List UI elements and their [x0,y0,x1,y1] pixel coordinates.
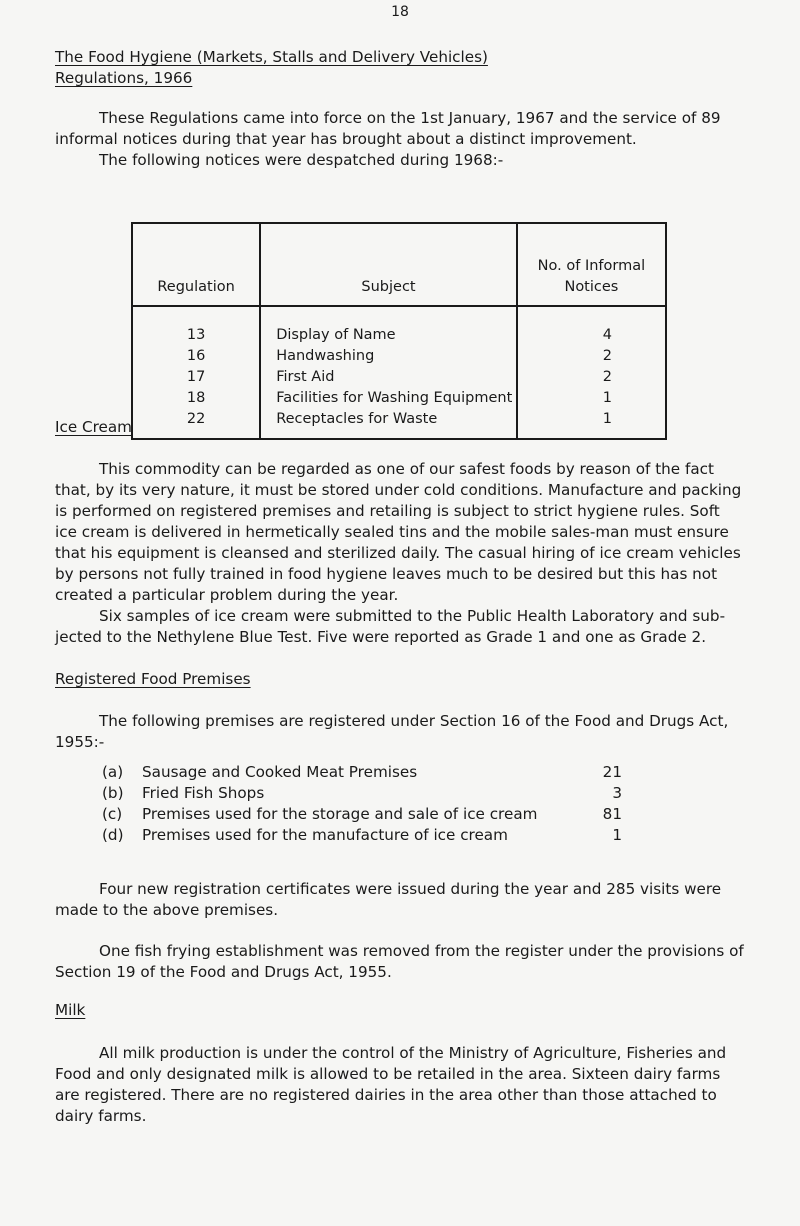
registered-premises-heading: Registered Food Premises [55,670,251,688]
item-text: Fried Fish Shops [142,784,265,802]
cell-subject: Receptacles for Waste [260,409,517,439]
table-row [132,388,666,409]
list-item [102,783,622,804]
cell-regulation: 22 [132,409,260,439]
table-row [132,409,666,439]
table-row [132,367,666,388]
milk-heading: Milk [55,1001,86,1019]
cell-subject: First Aid [260,367,517,388]
cell-subject: Handwashing [260,346,517,367]
ice-cream-heading: Ice Cream [55,418,132,436]
list-item [102,825,622,846]
section-heading-hygiene-regulations [55,47,488,89]
list-item [102,804,622,825]
notices-intro: The following notices were despatched during 1968:- [99,151,504,169]
fish-frying-paragraph: One fish frying establishment was removed from the register under the provisions of Section 19 of the Food and Drugs Act, 1955. [55,942,744,981]
ice-cream-paragraph-2: Six samples of ice cream were submitted to the Public Health Laboratory and sub-jected to the Nethylene Blue Test. Five were reported as Grade 1 and one as Grade 2. [55,607,726,646]
header-regulation: Regulation [132,223,260,306]
cell-notices: 1 [517,388,666,409]
item-label: (b) [102,784,124,802]
list-item [102,762,622,783]
item-count: 3 [612,784,622,802]
registered-premises-intro: The following premises are registered under Section 16 of the Food and Drugs Act, 1955:- [55,712,729,751]
item-label: (d) [102,826,124,844]
cell-notices: 2 [517,367,666,388]
cell-subject: Display of Name [260,306,517,346]
item-text: Premises used for the manufacture of ice cream [142,826,508,844]
header-subject: Subject [260,223,517,306]
cell-regulation: 13 [132,306,260,346]
table-row [132,306,666,346]
heading-line-1: The Food Hygiene (Markets, Stalls and Delivery Vehicles) [55,48,488,66]
item-text: Sausage and Cooked Meat Premises [142,763,418,781]
ice-cream-paragraph-1: This commodity can be regarded as one of our safest foods by reason of the fact that, by its very nature, it must be stored under cold conditions. Manufacture and packing is performed on registered premises and retailing is subject to strict hygiene rules. Soft ice cream is delivered in hermetically sealed tins and the mobile sales-man must ensure that his equipment is cleansed and sterilized daily. The casual hiring of ice cream vehicles by persons not fully trained in food hygiene leaves much to be desired but this has not created a particular problem during the year. [55,460,742,604]
item-label: (c) [102,805,123,823]
registration-certificates-paragraph: Four new registration certificates were issued during the year and 285 visits were made to the above premises. [55,880,722,919]
cell-notices: 4 [517,306,666,346]
page-number: 18 [391,4,409,20]
heading-line-2: Regulations, 1966 [55,69,193,87]
registered-premises-list [102,762,622,846]
item-count: 1 [612,826,622,844]
cell-notices: 1 [517,409,666,439]
item-count: 21 [602,763,622,781]
cell-subject: Facilities for Washing Equipment [260,388,517,409]
milk-paragraph: All milk production is under the control of the Ministry of Agriculture, Fisheries and Food and only designated milk is allowed to be retailed in the area. Sixteen dairy farms are registered. There are no registered dairies in the area other than those attached to dairy farms. [55,1044,727,1125]
item-count: 81 [602,805,622,823]
cell-regulation: 17 [132,367,260,388]
item-label: (a) [102,763,124,781]
item-text: Premises used for the storage and sale of ice cream [142,805,538,823]
cell-regulation: 18 [132,388,260,409]
table-header-row [132,223,666,306]
header-notices: No. of Informal Notices [517,223,666,306]
cell-notices: 2 [517,346,666,367]
table-row [132,346,666,367]
notices-table [131,222,667,440]
regulations-paragraph: These Regulations came into force on the 1st January, 1967 and the service of 89 informal notices during that year has brought about a distinct improvement. [55,109,721,148]
cell-regulation: 16 [132,346,260,367]
